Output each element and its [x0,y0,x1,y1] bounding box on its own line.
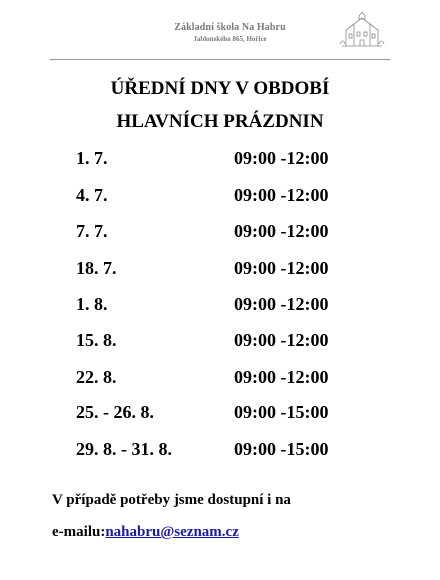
schedule-hours: 09:00 -12:00 [234,221,329,241]
letterhead [0,0,440,60]
letterhead-divider [50,59,390,60]
email-line [52,524,239,541]
schedule-hours: 09:00 -12:00 [234,294,329,314]
schedule-hours: 09:00 -12:00 [234,258,329,278]
schedule-date: 7. 7. [76,221,108,241]
email-prefix: e-mailu: [52,524,106,540]
school-address: Jablonského 865, Hořice [193,35,267,43]
school-building-icon [338,10,386,50]
page-title-line-1: ÚŘEDNÍ DNY V OBDOBÍ [110,78,330,99]
schedule-date: 4. 7. [76,185,108,205]
schedule-row [0,183,440,207]
schedule-row [0,400,440,424]
schedule-hours: 09:00 -12:00 [234,367,329,387]
schedule-date: 29. 8. - 31. 8. [76,439,172,459]
schedule-hours: 09:00 -15:00 [234,402,329,422]
schedule-date: 22. 8. [76,367,117,387]
schedule-date: 15. 8. [76,330,117,350]
schedule-row [0,328,440,352]
schedule-row [0,365,440,389]
schedule-row [0,437,440,461]
availability-note: V případě potřeby jsme dostupní i na [52,492,291,508]
schedule-date: 1. 7. [76,148,108,168]
schedule-row [0,146,440,170]
schedule-date: 18. 7. [76,258,117,278]
schedule-hours: 09:00 -12:00 [234,185,329,205]
schedule-row [0,256,440,280]
email-link[interactable]: nahabru@seznam.cz [105,524,239,540]
school-name: Základní škola Na Habru [174,22,286,33]
page-title-line-2: HLAVNÍCH PRÁZDNIN [116,111,324,132]
schedule-date: 25. - 26. 8. [76,402,154,422]
schedule-row [0,292,440,316]
schedule-hours: 09:00 -15:00 [234,439,329,459]
schedule-hours: 09:00 -12:00 [234,148,329,168]
schedule-hours: 09:00 -12:00 [234,330,329,350]
schedule-date: 1. 8. [76,294,108,314]
schedule-row [0,219,440,243]
